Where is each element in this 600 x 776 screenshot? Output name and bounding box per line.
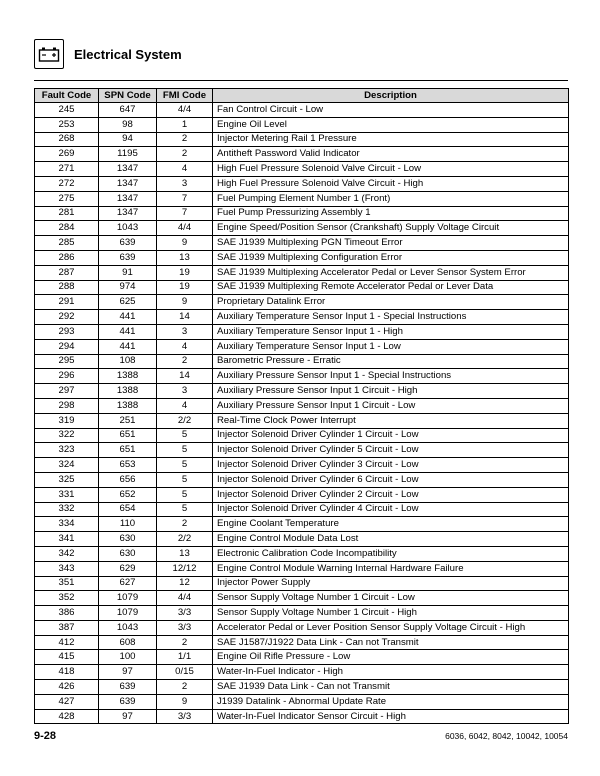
spn-code-cell: 1195	[99, 147, 157, 162]
table-row	[35, 546, 569, 561]
description-cell: Auxiliary Temperature Sensor Input 1 - High	[213, 324, 569, 339]
spn-code-cell: 1347	[99, 162, 157, 177]
table-row	[35, 250, 569, 265]
spn-code-cell: 108	[99, 354, 157, 369]
description-cell: Accelerator Pedal or Lever Position Sensor Supply Voltage Circuit - High	[213, 620, 569, 635]
fault-code-cell: 387	[35, 620, 99, 635]
fault-code-cell: 275	[35, 191, 99, 206]
fault-code-cell: 268	[35, 132, 99, 147]
table-row	[35, 221, 569, 236]
description-cell: Auxiliary Temperature Sensor Input 1 - Low	[213, 339, 569, 354]
spn-code-cell: 94	[99, 132, 157, 147]
fmi-code-cell: 4	[157, 339, 213, 354]
table-row	[35, 310, 569, 325]
fault-code-cell: 296	[35, 369, 99, 384]
fault-code-cell: 351	[35, 576, 99, 591]
fault-code-cell: 271	[35, 162, 99, 177]
fault-code-cell: 253	[35, 117, 99, 132]
fmi-code-cell: 5	[157, 487, 213, 502]
table-row	[35, 295, 569, 310]
spn-code-cell: 647	[99, 103, 157, 118]
description-cell: Engine Speed/Position Sensor (Crankshaft) Supply Voltage Circuit	[213, 221, 569, 236]
description-cell: SAE J1939 Multiplexing PGN Timeout Error	[213, 236, 569, 251]
spn-code-cell: 608	[99, 635, 157, 650]
description-cell: Auxiliary Temperature Sensor Input 1 - Special Instructions	[213, 310, 569, 325]
table-row	[35, 324, 569, 339]
spn-code-cell: 100	[99, 650, 157, 665]
fault-code-cell: 418	[35, 665, 99, 680]
fmi-code-cell: 9	[157, 694, 213, 709]
fault-code-cell: 287	[35, 265, 99, 280]
spn-code-cell: 1388	[99, 384, 157, 399]
fmi-code-cell: 5	[157, 458, 213, 473]
table-row	[35, 532, 569, 547]
fault-code-cell: 426	[35, 680, 99, 695]
fault-code-cell: 269	[35, 147, 99, 162]
description-cell: Electronic Calibration Code Incompatibility	[213, 546, 569, 561]
description-cell: Sensor Supply Voltage Number 1 Circuit - Low	[213, 591, 569, 606]
fmi-code-cell: 2	[157, 635, 213, 650]
spn-code-cell: 1347	[99, 191, 157, 206]
spn-code-cell: 1388	[99, 398, 157, 413]
fmi-code-cell: 2	[157, 680, 213, 695]
fmi-code-cell: 19	[157, 265, 213, 280]
table-row	[35, 709, 569, 724]
spn-code-cell: 1347	[99, 176, 157, 191]
fmi-code-cell: 1/1	[157, 650, 213, 665]
fmi-code-cell: 1	[157, 117, 213, 132]
table-row	[35, 117, 569, 132]
description-cell: Auxiliary Pressure Sensor Input 1 Circuit - Low	[213, 398, 569, 413]
section-title: Electrical System	[74, 46, 182, 62]
fmi-code-cell: 4	[157, 162, 213, 177]
spn-code-cell: 651	[99, 428, 157, 443]
table-row	[35, 606, 569, 621]
fault-code-cell: 294	[35, 339, 99, 354]
fault-code-cell: 297	[35, 384, 99, 399]
header-divider	[34, 80, 568, 81]
spn-code-cell: 1347	[99, 206, 157, 221]
description-cell: Engine Oil Level	[213, 117, 569, 132]
description-cell: Injector Solenoid Driver Cylinder 5 Circuit - Low	[213, 443, 569, 458]
fmi-code-cell: 7	[157, 206, 213, 221]
column-header-fmi-code: FMI Code	[157, 89, 213, 103]
spn-code-cell: 630	[99, 546, 157, 561]
description-cell: High Fuel Pressure Solenoid Valve Circuit - High	[213, 176, 569, 191]
table-row	[35, 458, 569, 473]
fault-code-cell: 324	[35, 458, 99, 473]
spn-code-cell: 639	[99, 236, 157, 251]
fmi-code-cell: 9	[157, 236, 213, 251]
table-row	[35, 162, 569, 177]
description-cell: SAE J1939 Multiplexing Configuration Error	[213, 250, 569, 265]
fmi-code-cell: 2	[157, 147, 213, 162]
fmi-code-cell: 12	[157, 576, 213, 591]
fmi-code-cell: 3/3	[157, 606, 213, 621]
description-cell: SAE J1939 Multiplexing Accelerator Pedal or Lever Sensor System Error	[213, 265, 569, 280]
fault-code-cell: 412	[35, 635, 99, 650]
spn-code-cell: 654	[99, 502, 157, 517]
fault-code-cell: 319	[35, 413, 99, 428]
description-cell: SAE J1939 Multiplexing Remote Accelerator Pedal or Lever Data	[213, 280, 569, 295]
fault-code-cell: 295	[35, 354, 99, 369]
fault-code-cell: 245	[35, 103, 99, 118]
fmi-code-cell: 5	[157, 443, 213, 458]
description-cell: Sensor Supply Voltage Number 1 Circuit - High	[213, 606, 569, 621]
table-row	[35, 665, 569, 680]
description-cell: Real-Time Clock Power Interrupt	[213, 413, 569, 428]
fmi-code-cell: 2	[157, 354, 213, 369]
description-cell: High Fuel Pressure Solenoid Valve Circuit - Low	[213, 162, 569, 177]
spn-code-cell: 639	[99, 680, 157, 695]
spn-code-cell: 625	[99, 295, 157, 310]
spn-code-cell: 652	[99, 487, 157, 502]
fmi-code-cell: 14	[157, 369, 213, 384]
table-row	[35, 103, 569, 118]
table-row	[35, 206, 569, 221]
table-row	[35, 413, 569, 428]
description-cell: SAE J1939 Data Link - Can not Transmit	[213, 680, 569, 695]
description-cell: Engine Control Module Data Lost	[213, 532, 569, 547]
battery-icon	[34, 39, 64, 69]
description-cell: Injector Solenoid Driver Cylinder 4 Circuit - Low	[213, 502, 569, 517]
spn-code-cell: 97	[99, 665, 157, 680]
column-header-description: Description	[213, 89, 569, 103]
table-row	[35, 472, 569, 487]
spn-code-cell: 651	[99, 443, 157, 458]
fmi-code-cell: 2	[157, 517, 213, 532]
description-cell: Engine Coolant Temperature	[213, 517, 569, 532]
description-cell: Fuel Pumping Element Number 1 (Front)	[213, 191, 569, 206]
fault-code-cell: 322	[35, 428, 99, 443]
fault-code-cell: 323	[35, 443, 99, 458]
description-cell: Antitheft Password Valid Indicator	[213, 147, 569, 162]
table-row	[35, 369, 569, 384]
table-row	[35, 650, 569, 665]
fault-code-cell: 342	[35, 546, 99, 561]
spn-code-cell: 251	[99, 413, 157, 428]
spn-code-cell: 974	[99, 280, 157, 295]
page-header	[34, 34, 182, 74]
fault-code-cell: 285	[35, 236, 99, 251]
fmi-code-cell: 19	[157, 280, 213, 295]
fmi-code-cell: 5	[157, 472, 213, 487]
spn-code-cell: 1388	[99, 369, 157, 384]
table-row	[35, 694, 569, 709]
description-cell: Water-In-Fuel Indicator - High	[213, 665, 569, 680]
fault-code-cell: 291	[35, 295, 99, 310]
fault-code-cell: 331	[35, 487, 99, 502]
table-header-row	[35, 89, 569, 103]
table-row	[35, 132, 569, 147]
description-cell: Auxiliary Pressure Sensor Input 1 Circuit - High	[213, 384, 569, 399]
description-cell: Barometric Pressure - Erratic	[213, 354, 569, 369]
spn-code-cell: 1079	[99, 606, 157, 621]
description-cell: Auxiliary Pressure Sensor Input 1 - Special Instructions	[213, 369, 569, 384]
table-row	[35, 398, 569, 413]
model-numbers: 6036, 6042, 8042, 10042, 10054	[445, 731, 568, 741]
fault-code-cell: 415	[35, 650, 99, 665]
description-cell: J1939 Datalink - Abnormal Update Rate	[213, 694, 569, 709]
table-row	[35, 147, 569, 162]
fault-code-cell: 293	[35, 324, 99, 339]
fault-code-cell: 281	[35, 206, 99, 221]
fmi-code-cell: 5	[157, 502, 213, 517]
fmi-code-cell: 3	[157, 384, 213, 399]
spn-code-cell: 97	[99, 709, 157, 724]
table-row	[35, 635, 569, 650]
spn-code-cell: 639	[99, 250, 157, 265]
table-row	[35, 428, 569, 443]
fmi-code-cell: 3/3	[157, 620, 213, 635]
fmi-code-cell: 4	[157, 398, 213, 413]
fault-code-cell: 298	[35, 398, 99, 413]
table-row	[35, 191, 569, 206]
table-row	[35, 620, 569, 635]
fault-code-cell: 325	[35, 472, 99, 487]
spn-code-cell: 629	[99, 561, 157, 576]
table-row	[35, 354, 569, 369]
fmi-code-cell: 12/12	[157, 561, 213, 576]
fault-code-cell: 284	[35, 221, 99, 236]
fmi-code-cell: 0/15	[157, 665, 213, 680]
fmi-code-cell: 3	[157, 324, 213, 339]
fault-code-cell: 332	[35, 502, 99, 517]
spn-code-cell: 639	[99, 694, 157, 709]
spn-code-cell: 653	[99, 458, 157, 473]
spn-code-cell: 441	[99, 310, 157, 325]
spn-code-cell: 110	[99, 517, 157, 532]
description-cell: SAE J1587/J1922 Data Link - Can not Transmit	[213, 635, 569, 650]
fault-code-table	[34, 88, 569, 724]
fmi-code-cell: 13	[157, 250, 213, 265]
description-cell: Water-In-Fuel Indicator Sensor Circuit - High	[213, 709, 569, 724]
fault-code-cell: 352	[35, 591, 99, 606]
table-body	[35, 103, 569, 724]
spn-code-cell: 1043	[99, 620, 157, 635]
description-cell: Engine Oil Rifle Pressure - Low	[213, 650, 569, 665]
fmi-code-cell: 3/3	[157, 709, 213, 724]
fault-code-cell: 272	[35, 176, 99, 191]
fmi-code-cell: 4/4	[157, 591, 213, 606]
table-row	[35, 236, 569, 251]
table-row	[35, 443, 569, 458]
fmi-code-cell: 7	[157, 191, 213, 206]
description-cell: Injector Solenoid Driver Cylinder 6 Circuit - Low	[213, 472, 569, 487]
spn-code-cell: 441	[99, 339, 157, 354]
spn-code-cell: 441	[99, 324, 157, 339]
table-row	[35, 339, 569, 354]
description-cell: Injector Solenoid Driver Cylinder 1 Circuit - Low	[213, 428, 569, 443]
spn-code-cell: 630	[99, 532, 157, 547]
description-cell: Injector Metering Rail 1 Pressure	[213, 132, 569, 147]
fault-code-cell: 343	[35, 561, 99, 576]
table-row	[35, 591, 569, 606]
column-header-spn-code: SPN Code	[99, 89, 157, 103]
fault-code-cell: 386	[35, 606, 99, 621]
spn-code-cell: 98	[99, 117, 157, 132]
fault-code-cell: 286	[35, 250, 99, 265]
description-cell: Injector Power Supply	[213, 576, 569, 591]
spn-code-cell: 91	[99, 265, 157, 280]
spn-code-cell: 656	[99, 472, 157, 487]
table-row	[35, 176, 569, 191]
table-row	[35, 517, 569, 532]
table-row	[35, 576, 569, 591]
table-row	[35, 680, 569, 695]
table-row	[35, 280, 569, 295]
column-header-fault-code: Fault Code	[35, 89, 99, 103]
spn-code-cell: 1079	[99, 591, 157, 606]
table-row	[35, 487, 569, 502]
description-cell: Proprietary Datalink Error	[213, 295, 569, 310]
spn-code-cell: 627	[99, 576, 157, 591]
fmi-code-cell: 2/2	[157, 413, 213, 428]
fault-code-cell: 341	[35, 532, 99, 547]
table-row	[35, 502, 569, 517]
fmi-code-cell: 5	[157, 428, 213, 443]
spn-code-cell: 1043	[99, 221, 157, 236]
fmi-code-cell: 14	[157, 310, 213, 325]
fmi-code-cell: 4/4	[157, 103, 213, 118]
description-cell: Engine Control Module Warning Internal Hardware Failure	[213, 561, 569, 576]
fault-code-cell: 428	[35, 709, 99, 724]
fmi-code-cell: 9	[157, 295, 213, 310]
table-row	[35, 265, 569, 280]
table-row	[35, 384, 569, 399]
description-cell: Injector Solenoid Driver Cylinder 3 Circuit - Low	[213, 458, 569, 473]
fault-code-cell: 288	[35, 280, 99, 295]
fmi-code-cell: 4/4	[157, 221, 213, 236]
fault-code-cell: 292	[35, 310, 99, 325]
description-cell: Fuel Pump Pressurizing Assembly 1	[213, 206, 569, 221]
page-number: 9-28	[34, 730, 57, 742]
description-cell: Fan Control Circuit - Low	[213, 103, 569, 118]
fmi-code-cell: 13	[157, 546, 213, 561]
fmi-code-cell: 3	[157, 176, 213, 191]
table-row	[35, 561, 569, 576]
fault-code-cell: 427	[35, 694, 99, 709]
fmi-code-cell: 2/2	[157, 532, 213, 547]
description-cell: Injector Solenoid Driver Cylinder 2 Circuit - Low	[213, 487, 569, 502]
fmi-code-cell: 2	[157, 132, 213, 147]
fault-code-cell: 334	[35, 517, 99, 532]
